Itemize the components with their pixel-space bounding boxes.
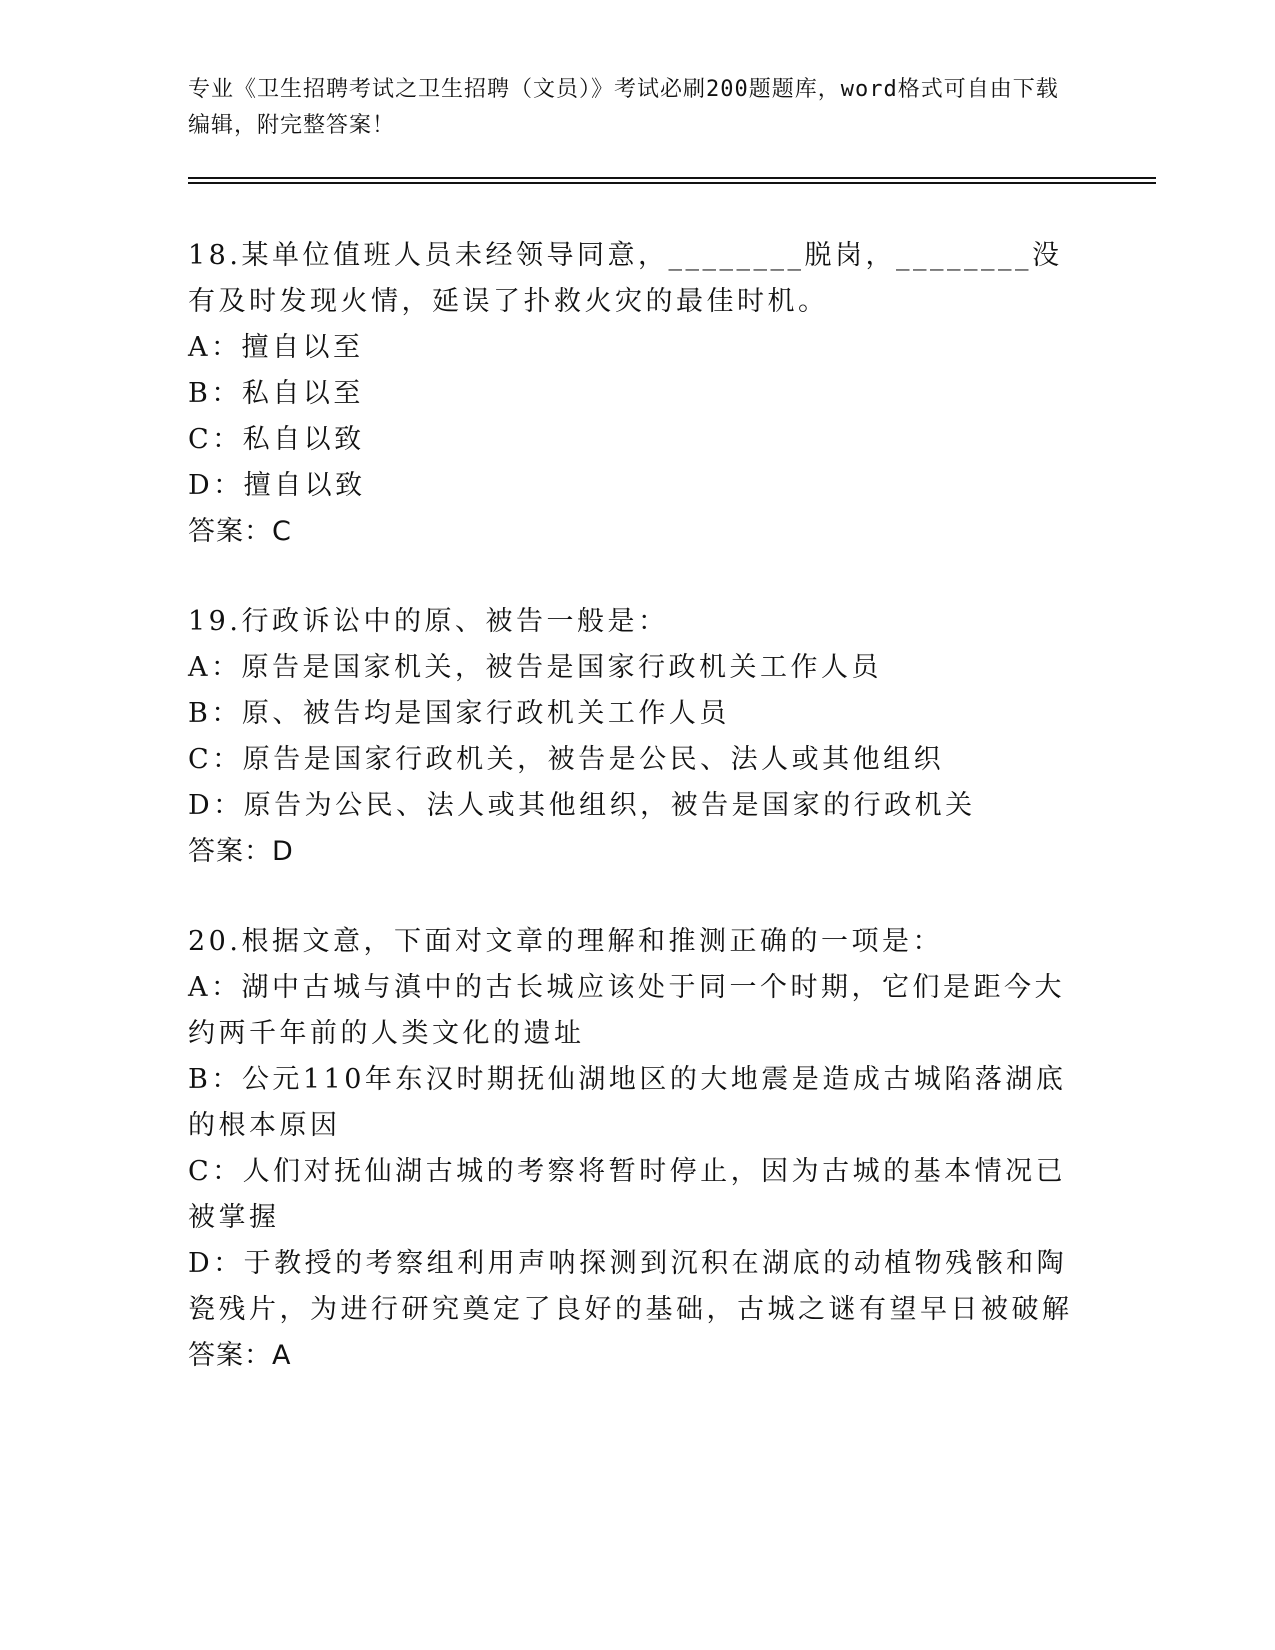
header-rule-top xyxy=(188,177,1156,179)
option-b: B：公元110年东汉时期抚仙湖地区的大地震是造成古城陷落湖底的根本原因 xyxy=(188,1064,1067,1141)
option-c: C：私自以致 xyxy=(188,424,365,455)
option-b: B：私自以至 xyxy=(188,378,364,409)
option-d: D：原告为公民、法人或其他组织，被告是国家的行政机关 xyxy=(188,790,976,821)
answer-label: 答案：D xyxy=(188,836,294,867)
question-list xyxy=(188,233,1078,1423)
question-18 xyxy=(188,233,1078,555)
option-a: A：湖中古城与滇中的古长城应该处于同一个时期，它们是距今大约两千年前的人类文化的遗址 xyxy=(188,972,1065,1049)
question-stem: 18.某单位值班人员未经领导同意，________脱岗，________没有及时发现火情，延误了扑救火灾的最佳时机。 xyxy=(188,240,1063,317)
option-a: A：擅自以至 xyxy=(188,332,364,363)
option-c: C：原告是国家行政机关，被告是公民、法人或其他组织 xyxy=(188,744,945,775)
question-20 xyxy=(188,919,1078,1379)
option-d: D：擅自以致 xyxy=(188,470,366,501)
question-stem: 20.根据文意，下面对文章的理解和推测正确的一项是： xyxy=(188,926,943,957)
header-rule-bottom xyxy=(188,182,1156,184)
option-b: B：原、被告均是国家行政机关工作人员 xyxy=(188,698,730,729)
question-19 xyxy=(188,599,1078,875)
option-c: C：人们对抚仙湖古城的考察将暂时停止，因为古城的基本情况已被掌握 xyxy=(188,1156,1067,1233)
option-d: D：于教授的考察组利用声呐探测到沉积在湖底的动植物残骸和陶瓷残片，为进行研究奠定了良好的基础，古城之谜有望早日被破解 xyxy=(188,1248,1073,1325)
option-a: A：原告是国家机关，被告是国家行政机关工作人员 xyxy=(188,652,882,683)
question-stem: 19.行政诉讼中的原、被告一般是： xyxy=(188,606,669,637)
document-header: 专业《卫生招聘考试之卫生招聘（文员）》考试必刷200题题库，word格式可自由下载编辑，附完整答案！ xyxy=(188,77,1059,138)
answer-label: 答案：C xyxy=(188,516,292,547)
answer-label: 答案：A xyxy=(188,1340,292,1371)
